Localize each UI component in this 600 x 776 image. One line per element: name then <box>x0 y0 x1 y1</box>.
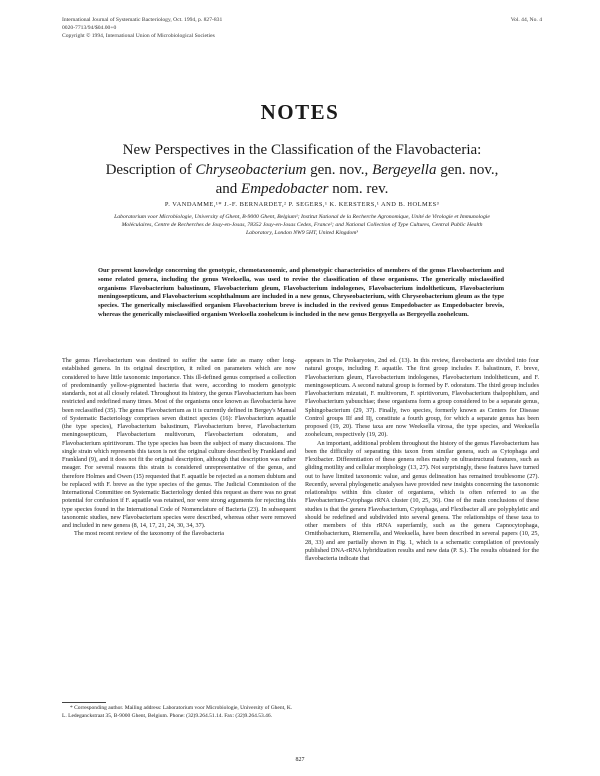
article-title <box>62 141 542 200</box>
body-paragraph: The most recent review of the taxonomy of the flavobacteria <box>74 530 224 538</box>
header-issn: 0020-7713/94/$04.00+0 <box>62 25 117 32</box>
journal-header <box>62 16 542 41</box>
title-text: nom. rev. <box>328 181 389 197</box>
title-text: gen. nov., <box>436 161 499 178</box>
page-number: 827 <box>295 757 305 763</box>
abstract: Our present knowledge concerning the genotypic, chemotaxonomic, and phenotypic characteristics of members of the genus Flavobacterium and some related genera, including the genus Weeksella, was used to revise the classification of these organisms. The generically misclassified organisms Flavobacterium balustinum, Flavobacterium gleum, Flavobacterium indologenes, Flavobacterium indoltheticum, Flavobacterium meningosepticum, and Flavobacterium scophthalmum are included in a new genus, Chryseobacterium, with Chryseobacterium gleum as the type species. The generically misclassified organism Flavobacterium breve is included in the revived genus Empedobacter as Empedobacter brevis, whereas the generically misclassified organism Weeksella zoohelcum is included in the new genus Bergeyella as Bergeyella zoohelcum. <box>98 267 504 318</box>
title-line-1: New Perspectives in the Classification of the Flavobacteria: <box>122 142 482 158</box>
body-paragraph: The genus Flavobacterium was destined to suffer the same fate as many other long-established genera. In its original description, it relied on parameters which are now considered to have little taxonomic importance. This ill-defined genus comprised a collection of predominantly yellow-pigmented bacteria that were, according to modern genotypic standards, not at all closely related. Throughout its history, the genus Flavobacterium has been restricted and redefined many times. Most of the organisms once known as flavobacteria have been reclassified (35). The genus Flavobacterium as it is currently defined in Bergey's Manual of Systematic Bacteriology comprises seven distinct species (16): Flavobacterium aquatile (the type species), Flavobacterium balustinum, Flavobacterium breve, Flavobacterium meningosepticum, Flavobacterium multivorum, Flavobacterium odoratum, and Flavobacterium spiritivorum. The type species has been the subject of many discussions. The single strain which represents this taxon is not the original culture described by Frankland and Frankland (9), and it does not fit the original description, although that description was rather meager. For several reasons this strain is considered unrepresentative of the genus, and therefore Holmes and Owen (15) requested that F. aquatile be rejected as a nomen dubium and be replaced with F. breve as the type species of the genus. The Judicial Commission of the International Committee on Systematic Bacteriology denied this request as there was no great potential for confusion if F. aquatile was retained, nor were strong arguments for rejecting this type species found in the International Code of Nomenclature of Bacteria (23). In subsequent taxonomic studies, new Flavobacterium species were described, whereas other were removed and included in new genera (8, 14, 17, 21, 24, 30, 34, 37). <box>62 357 296 529</box>
header-copyright: Copyright © 1994, International Union of Microbiological Societies <box>62 33 215 40</box>
genus-name: Empedobacter <box>241 181 329 197</box>
title-text: and <box>215 181 242 197</box>
title-text: Description of <box>105 161 196 178</box>
footnote: * Corresponding author. Mailing address: Laboratorium voor Microbiologie, University of Ghent, K. L. Ledeganckstraat 35, B-9000 Ghent, Belgium. Phone: (32)9.264.51.14. Fax: (32)9.264.53.46. <box>62 705 293 719</box>
title-line-2 <box>62 161 542 181</box>
title-line-3 <box>62 180 542 200</box>
left-column <box>62 357 296 539</box>
header-volume: Vol. 44, No. 4 <box>510 17 542 23</box>
header-citation: International Journal of Systematic Bacteriology, Oct. 1994, p. 827-831 <box>62 17 223 23</box>
body-paragraph: appears in The Prokaryotes, 2nd ed. (13). In this review, flavobacteria are divided into four natural groups, including F. aquatile. The first group includes F. balustinum, F. breve, Flavobacterium gleum, Flavobacterium indologenes, Flavobacterium indoltheticum, and F. meningosepticum. A second natural group is formed by F. odoratum. The third group includes Flavobacterium mizutaii, F. multivorum, F. spiritivorum, Flavobacterium thalpophilum, and Flavobacterium yabuuchiae; these organisms form a group considered to be a separate genus, Sphingobacterium (29, 37). Finally, two species, formerly known as Centers for Disease Control groups IIf and IIj, constitute a fourth group, for which a separate genus has been proposed (19, 20). These taxa are now Weeksella virosa, the type species, and Weeksella zoohelcum, respectively (19, 20). <box>305 357 539 439</box>
title-text: gen. nov., <box>306 161 373 178</box>
genus-name: Chryseobacterium <box>195 161 307 178</box>
body-paragraph: An important, additional problem throughout the history of the genus Flavobacterium has been the difficulty of separating this taxon from similar genera, such as Cytophaga and Flexibacter. Differentiation of these genera relies mainly on ultrastructural features, such as gliding motility and cellular morphology (13, 27). Not surprisingly, these features have turned out to have limited taxonomic value, and genus delineation has remained troublesome (27). Recently, several phylogenetic analyses have provided new insights concerning the taxonomic relationships within this cluster of organisms, which is often referred to as the Flavobacterium-Cytophaga rRNA cluster (10, 25, 36). One of the main conclusions of these studies is that the genera Flavobacterium, Cytophaga, and Flexibacter all are polyphyletic and should be redefined and subdivided into several genera. The relationships of these taxa to other members of this rRNA superfamily, such as the genera Capnocytophaga, Ornithobacterium, Riemerella, and Weeksella, have been described in several papers (10, 25, 28, 33) and are partially shown in Fig. 1, which is a schematic compilation of previously published DNA-rRNA hybridization results and new data (P. S.). The results obtained for the flavobacteria indicate that <box>305 439 539 562</box>
genus-name: Bergeyella <box>372 161 437 178</box>
footnote-rule <box>62 702 106 703</box>
affiliations: Laboratorium voor Microbiologie, University of Ghent, B-9000 Ghent, Belgium¹; Institut National de la Recherche Agronomique, Unité de Virologie et Immunologie Moléculaires, Centre de Recherches de Jouy-en-Josas, 78352 Jouy-en-Josas Cedex, France²; and National Collection of Type Cultures, Central Public Health Laboratory, London NW9 5HT, United Kingdom³ <box>114 214 490 237</box>
section-heading: NOTES <box>260 100 340 124</box>
right-column <box>305 357 539 563</box>
author-list: P. VANDAMME,¹* J.-F. BERNARDET,² P. SEGERS,¹ K. KERSTERS,¹ AND B. HOLMES³ <box>164 201 440 208</box>
